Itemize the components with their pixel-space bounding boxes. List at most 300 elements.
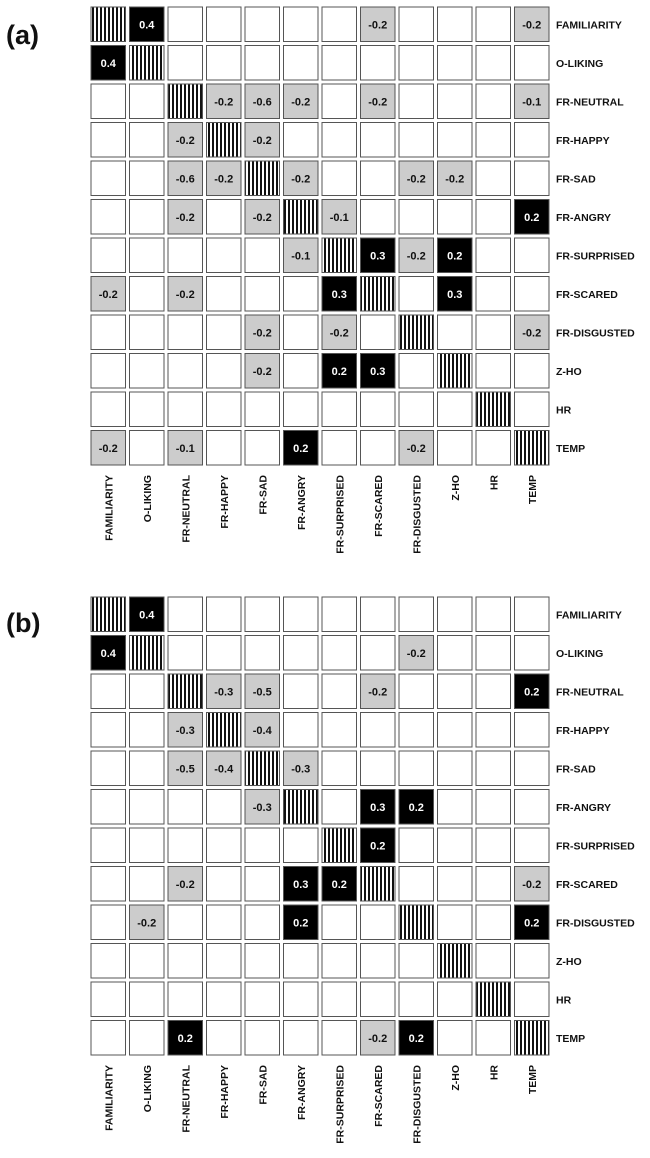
b-cell-r3-c5 bbox=[284, 713, 319, 748]
a-cell-r5-c10 bbox=[476, 200, 511, 235]
b-cell-r10-c2 bbox=[168, 982, 203, 1017]
a-cell-r2-c1 bbox=[130, 84, 165, 119]
b-cell-r9-c5 bbox=[284, 944, 319, 979]
b-cell-r0-c9 bbox=[438, 597, 473, 632]
a-cell-label-r3-c2: -0.2 bbox=[175, 134, 195, 147]
b-cell-r10-c9 bbox=[438, 982, 473, 1017]
b-cell-r5-c6 bbox=[322, 790, 357, 825]
b-row-label-3: FR-HAPPY bbox=[556, 724, 610, 737]
b-cell-r4-c1 bbox=[130, 751, 165, 786]
a-cell-r2-c9 bbox=[438, 84, 473, 119]
b-cell-r2-c10 bbox=[476, 674, 511, 709]
b-cell-label-r7-c11: -0.2 bbox=[522, 878, 542, 891]
a-col-label-6: FR-SURPRISED bbox=[334, 475, 347, 554]
b-cell-r9-c7 bbox=[361, 944, 396, 979]
b-cell-label-r7-c5: 0.3 bbox=[293, 878, 309, 891]
a-cell-r4-c0 bbox=[91, 161, 126, 196]
b-cell-r10-c5 bbox=[284, 982, 319, 1017]
a-cell-r3-c1 bbox=[130, 123, 165, 158]
b-cell-r10-c10 bbox=[476, 982, 511, 1017]
b-cell-r8-c8 bbox=[399, 905, 434, 940]
a-cell-label-r6-c7: 0.3 bbox=[370, 250, 386, 263]
a-cell-r10-c0 bbox=[91, 392, 126, 427]
a-cell-label-r8-c4: -0.2 bbox=[252, 327, 272, 340]
a-cell-label-r7-c6: 0.3 bbox=[331, 288, 347, 301]
a-cell-r1-c6 bbox=[322, 46, 357, 81]
b-cell-r9-c11 bbox=[515, 944, 550, 979]
a-cell-r3-c9 bbox=[438, 123, 473, 158]
b-cell-r3-c8 bbox=[399, 713, 434, 748]
a-cell-r7-c3 bbox=[207, 277, 242, 312]
a-cell-r0-c8 bbox=[399, 7, 434, 42]
a-cell-r9-c3 bbox=[207, 354, 242, 389]
b-cell-label-r7-c2: -0.2 bbox=[175, 878, 195, 891]
b-col-label-6: FR-SURPRISED bbox=[334, 1065, 347, 1144]
a-cell-label-r5-c6: -0.1 bbox=[329, 211, 349, 224]
b-col-label-8: FR-DISGUSTED bbox=[411, 1065, 424, 1144]
a-cell-r6-c1 bbox=[130, 238, 165, 273]
a-cell-label-r8-c6: -0.2 bbox=[329, 327, 349, 340]
panel-a bbox=[0, 0, 650, 570]
b-cell-r11-c11 bbox=[515, 1021, 550, 1056]
a-cell-r6-c10 bbox=[476, 238, 511, 273]
a-cell-label-r2-c11: -0.1 bbox=[522, 96, 542, 109]
b-cell-r0-c11 bbox=[515, 597, 550, 632]
a-cell-label-r6-c9: 0.2 bbox=[447, 250, 463, 263]
a-cell-r11-c6 bbox=[322, 431, 357, 466]
b-cell-r1-c7 bbox=[361, 636, 396, 671]
b-cell-label-r2-c7: -0.2 bbox=[368, 686, 388, 699]
b-cell-label-r7-c6: 0.2 bbox=[331, 878, 347, 891]
a-cell-r11-c9 bbox=[438, 431, 473, 466]
b-cell-r11-c9 bbox=[438, 1021, 473, 1056]
a-cell-r0-c5 bbox=[284, 7, 319, 42]
a-cell-r5-c1 bbox=[130, 200, 165, 235]
a-cell-label-r7-c2: -0.2 bbox=[175, 288, 195, 301]
a-cell-r6-c3 bbox=[207, 238, 242, 273]
a-cell-r4-c4 bbox=[245, 161, 280, 196]
b-cell-r9-c4 bbox=[245, 944, 280, 979]
a-cell-r1-c1 bbox=[130, 46, 165, 81]
b-cell-r1-c2 bbox=[168, 636, 203, 671]
a-cell-r1-c10 bbox=[476, 46, 511, 81]
a-cell-r4-c10 bbox=[476, 161, 511, 196]
a-cell-r9-c1 bbox=[130, 354, 165, 389]
a-cell-r0-c3 bbox=[207, 7, 242, 42]
b-cell-r7-c4 bbox=[245, 867, 280, 902]
b-row-label-1: O-LIKING bbox=[556, 647, 604, 660]
a-cell-r0-c4 bbox=[245, 7, 280, 42]
b-cell-r9-c0 bbox=[91, 944, 126, 979]
b-cell-r2-c1 bbox=[130, 674, 165, 709]
b-row-label-10: HR bbox=[556, 994, 572, 1007]
a-cell-label-r0-c11: -0.2 bbox=[522, 19, 542, 32]
a-cell-label-r7-c0: -0.2 bbox=[98, 288, 118, 301]
b-cell-r4-c0 bbox=[91, 751, 126, 786]
b-cell-label-r1-c8: -0.2 bbox=[406, 647, 426, 660]
b-row-label-8: FR-DISGUSTED bbox=[556, 917, 635, 930]
b-cell-label-r1-c0: 0.4 bbox=[100, 647, 116, 660]
a-cell-r3-c5 bbox=[284, 123, 319, 158]
a-cell-label-r4-c9: -0.2 bbox=[445, 173, 465, 186]
b-col-label-2: FR-NEUTRAL bbox=[180, 1065, 193, 1133]
b-cell-r4-c8 bbox=[399, 751, 434, 786]
b-cell-r7-c1 bbox=[130, 867, 165, 902]
b-row-label-9: Z-HO bbox=[556, 955, 582, 968]
b-cell-r4-c6 bbox=[322, 751, 357, 786]
b-cell-r3-c6 bbox=[322, 713, 357, 748]
panel-a-label: (a) bbox=[6, 20, 39, 50]
a-cell-r10-c9 bbox=[438, 392, 473, 427]
b-cell-label-r0-c1: 0.4 bbox=[139, 609, 155, 622]
a-col-label-3: FR-HAPPY bbox=[218, 475, 231, 529]
b-cell-r0-c6 bbox=[322, 597, 357, 632]
a-col-label-7: FR-SCARED bbox=[372, 475, 385, 537]
a-cell-r9-c5 bbox=[284, 354, 319, 389]
a-col-label-2: FR-NEUTRAL bbox=[180, 475, 193, 543]
a-cell-label-r0-c7: -0.2 bbox=[368, 19, 388, 32]
b-cell-r8-c0 bbox=[91, 905, 126, 940]
b-cell-r9-c6 bbox=[322, 944, 357, 979]
a-cell-r9-c0 bbox=[91, 354, 126, 389]
b-cell-r0-c2 bbox=[168, 597, 203, 632]
b-cell-r2-c8 bbox=[399, 674, 434, 709]
b-cell-r10-c8 bbox=[399, 982, 434, 1017]
b-cell-r3-c0 bbox=[91, 713, 126, 748]
b-cell-label-r3-c4: -0.4 bbox=[252, 724, 272, 737]
b-col-label-0: FAMILIARITY bbox=[103, 1065, 116, 1131]
b-cell-r1-c9 bbox=[438, 636, 473, 671]
b-cell-r1-c1 bbox=[130, 636, 165, 671]
b-cell-r6-c0 bbox=[91, 828, 126, 863]
b-cell-label-r8-c1: -0.2 bbox=[137, 917, 157, 930]
b-col-label-10: HR bbox=[488, 1065, 501, 1081]
a-cell-r10-c1 bbox=[130, 392, 165, 427]
a-cell-r5-c7 bbox=[361, 200, 396, 235]
a-cell-r6-c4 bbox=[245, 238, 280, 273]
b-cell-label-r5-c4: -0.3 bbox=[252, 801, 272, 814]
b-cell-r0-c5 bbox=[284, 597, 319, 632]
b-cell-r5-c9 bbox=[438, 790, 473, 825]
a-cell-r3-c0 bbox=[91, 123, 126, 158]
a-cell-label-r9-c4: -0.2 bbox=[252, 365, 272, 378]
a-cell-r10-c7 bbox=[361, 392, 396, 427]
a-cell-r5-c3 bbox=[207, 200, 242, 235]
b-cell-r7-c9 bbox=[438, 867, 473, 902]
b-cell-r10-c1 bbox=[130, 982, 165, 1017]
b-cell-label-r2-c11: 0.2 bbox=[524, 686, 540, 699]
b-cell-r8-c4 bbox=[245, 905, 280, 940]
b-row-label-2: FR-NEUTRAL bbox=[556, 686, 624, 699]
a-cell-r7-c1 bbox=[130, 277, 165, 312]
b-col-label-4: FR-SAD bbox=[257, 1065, 270, 1105]
a-cell-r4-c11 bbox=[515, 161, 550, 196]
b-cell-label-r11-c8: 0.2 bbox=[408, 1032, 424, 1045]
a-cell-r11-c7 bbox=[361, 431, 396, 466]
a-cell-r11-c11 bbox=[515, 431, 550, 466]
a-cell-r10-c11 bbox=[515, 392, 550, 427]
a-cell-r0-c6 bbox=[322, 7, 357, 42]
a-cell-r8-c10 bbox=[476, 315, 511, 350]
b-cell-r1-c10 bbox=[476, 636, 511, 671]
a-cell-label-r4-c2: -0.6 bbox=[175, 173, 195, 186]
a-cell-r3-c7 bbox=[361, 123, 396, 158]
a-cell-r8-c0 bbox=[91, 315, 126, 350]
panel-b bbox=[0, 590, 650, 1158]
a-cell-r7-c8 bbox=[399, 277, 434, 312]
a-cell-label-r6-c5: -0.1 bbox=[291, 250, 311, 263]
b-cell-r2-c2 bbox=[168, 674, 203, 709]
b-cell-r6-c9 bbox=[438, 828, 473, 863]
b-cell-r7-c3 bbox=[207, 867, 242, 902]
heatmap-b bbox=[0, 590, 650, 1158]
a-cell-r0-c9 bbox=[438, 7, 473, 42]
b-col-label-1: O-LIKING bbox=[141, 1065, 154, 1113]
a-cell-r5-c0 bbox=[91, 200, 126, 235]
b-cell-r4-c11 bbox=[515, 751, 550, 786]
a-cell-r10-c2 bbox=[168, 392, 203, 427]
b-cell-label-r2-c3: -0.3 bbox=[214, 686, 234, 699]
b-cell-r6-c8 bbox=[399, 828, 434, 863]
a-row-label-11: TEMP bbox=[556, 442, 586, 455]
a-cell-r10-c5 bbox=[284, 392, 319, 427]
a-cell-label-r2-c3: -0.2 bbox=[214, 96, 234, 109]
a-cell-r7-c7 bbox=[361, 277, 396, 312]
a-cell-r1-c7 bbox=[361, 46, 396, 81]
a-cell-label-r9-c7: 0.3 bbox=[370, 365, 386, 378]
a-cell-label-r4-c8: -0.2 bbox=[406, 173, 426, 186]
b-cell-r4-c4 bbox=[245, 751, 280, 786]
b-cell-r6-c5 bbox=[284, 828, 319, 863]
b-cell-label-r4-c5: -0.3 bbox=[291, 763, 311, 776]
b-cell-label-r11-c7: -0.2 bbox=[368, 1032, 388, 1045]
b-cell-r6-c3 bbox=[207, 828, 242, 863]
heatmap-a bbox=[0, 0, 650, 570]
a-cell-r7-c10 bbox=[476, 277, 511, 312]
a-cell-r2-c0 bbox=[91, 84, 126, 119]
b-row-label-7: FR-SCARED bbox=[556, 878, 618, 891]
b-cell-label-r6-c7: 0.2 bbox=[370, 840, 386, 853]
b-cell-r5-c3 bbox=[207, 790, 242, 825]
b-cell-r3-c11 bbox=[515, 713, 550, 748]
b-cell-r9-c1 bbox=[130, 944, 165, 979]
b-cell-r3-c3 bbox=[207, 713, 242, 748]
a-cell-r1-c4 bbox=[245, 46, 280, 81]
a-cell-r11-c1 bbox=[130, 431, 165, 466]
a-cell-label-r0-c1: 0.4 bbox=[139, 19, 155, 32]
b-cell-r0-c10 bbox=[476, 597, 511, 632]
a-row-label-7: FR-SCARED bbox=[556, 288, 618, 301]
a-cell-r0-c0 bbox=[91, 7, 126, 42]
b-cell-r0-c8 bbox=[399, 597, 434, 632]
b-col-label-11: TEMP bbox=[526, 1065, 539, 1095]
b-cell-r11-c1 bbox=[130, 1021, 165, 1056]
b-cell-r1-c6 bbox=[322, 636, 357, 671]
b-cell-label-r4-c3: -0.4 bbox=[214, 763, 234, 776]
a-row-label-9: Z-HO bbox=[556, 365, 582, 378]
b-cell-r5-c11 bbox=[515, 790, 550, 825]
a-cell-label-r3-c4: -0.2 bbox=[252, 134, 272, 147]
b-cell-r9-c10 bbox=[476, 944, 511, 979]
a-cell-label-r2-c7: -0.2 bbox=[368, 96, 388, 109]
a-cell-r2-c2 bbox=[168, 84, 203, 119]
b-cell-r10-c0 bbox=[91, 982, 126, 1017]
a-cell-label-r8-c11: -0.2 bbox=[522, 327, 542, 340]
a-cell-r3-c11 bbox=[515, 123, 550, 158]
b-cell-r5-c1 bbox=[130, 790, 165, 825]
b-cell-r7-c10 bbox=[476, 867, 511, 902]
a-cell-label-r6-c8: -0.2 bbox=[406, 250, 426, 263]
b-cell-label-r4-c2: -0.5 bbox=[175, 763, 195, 776]
a-col-label-11: TEMP bbox=[526, 475, 539, 505]
a-row-label-10: HR bbox=[556, 404, 572, 417]
a-col-label-8: FR-DISGUSTED bbox=[411, 475, 424, 554]
b-cell-r5-c2 bbox=[168, 790, 203, 825]
a-cell-r4-c7 bbox=[361, 161, 396, 196]
b-cell-r0-c7 bbox=[361, 597, 396, 632]
a-cell-r6-c2 bbox=[168, 238, 203, 273]
a-cell-r1-c8 bbox=[399, 46, 434, 81]
a-col-label-10: HR bbox=[488, 475, 501, 491]
b-cell-label-r8-c11: 0.2 bbox=[524, 917, 540, 930]
b-cell-r8-c9 bbox=[438, 905, 473, 940]
a-cell-r10-c8 bbox=[399, 392, 434, 427]
a-row-label-1: O-LIKING bbox=[556, 57, 604, 70]
b-cell-r2-c5 bbox=[284, 674, 319, 709]
a-cell-r1-c5 bbox=[284, 46, 319, 81]
a-col-label-0: FAMILIARITY bbox=[103, 475, 116, 541]
a-col-label-5: FR-ANGRY bbox=[295, 475, 308, 531]
b-cell-r5-c0 bbox=[91, 790, 126, 825]
a-cell-r7-c11 bbox=[515, 277, 550, 312]
b-cell-r9-c3 bbox=[207, 944, 242, 979]
b-row-label-0: FAMILIARITY bbox=[556, 609, 622, 622]
a-cell-label-r4-c3: -0.2 bbox=[214, 173, 234, 186]
b-row-label-5: FR-ANGRY bbox=[556, 801, 612, 814]
a-cell-r2-c6 bbox=[322, 84, 357, 119]
b-cell-r4-c10 bbox=[476, 751, 511, 786]
a-cell-r11-c4 bbox=[245, 431, 280, 466]
b-cell-r10-c11 bbox=[515, 982, 550, 1017]
a-cell-r9-c8 bbox=[399, 354, 434, 389]
b-cell-r7-c7 bbox=[361, 867, 396, 902]
a-cell-label-r11-c8: -0.2 bbox=[406, 442, 426, 455]
b-cell-r0-c0 bbox=[91, 597, 126, 632]
a-cell-r9-c2 bbox=[168, 354, 203, 389]
b-cell-label-r2-c4: -0.5 bbox=[252, 686, 272, 699]
b-cell-r9-c2 bbox=[168, 944, 203, 979]
b-cell-r4-c7 bbox=[361, 751, 396, 786]
b-cell-r8-c6 bbox=[322, 905, 357, 940]
b-cell-r2-c9 bbox=[438, 674, 473, 709]
a-cell-r5-c8 bbox=[399, 200, 434, 235]
a-cell-r1-c9 bbox=[438, 46, 473, 81]
a-cell-r8-c1 bbox=[130, 315, 165, 350]
a-cell-r10-c6 bbox=[322, 392, 357, 427]
b-cell-r11-c6 bbox=[322, 1021, 357, 1056]
a-row-label-2: FR-NEUTRAL bbox=[556, 96, 624, 109]
b-col-label-7: FR-SCARED bbox=[372, 1065, 385, 1127]
b-cell-r11-c10 bbox=[476, 1021, 511, 1056]
a-cell-label-r5-c2: -0.2 bbox=[175, 211, 195, 224]
a-cell-label-r2-c5: -0.2 bbox=[291, 96, 311, 109]
a-cell-r9-c9 bbox=[438, 354, 473, 389]
b-cell-r3-c9 bbox=[438, 713, 473, 748]
b-cell-r6-c2 bbox=[168, 828, 203, 863]
b-row-label-4: FR-SAD bbox=[556, 763, 596, 776]
a-cell-r7-c5 bbox=[284, 277, 319, 312]
b-cell-r1-c5 bbox=[284, 636, 319, 671]
b-cell-r1-c11 bbox=[515, 636, 550, 671]
b-cell-r1-c4 bbox=[245, 636, 280, 671]
a-cell-r3-c6 bbox=[322, 123, 357, 158]
b-cell-r6-c1 bbox=[130, 828, 165, 863]
a-row-label-0: FAMILIARITY bbox=[556, 19, 622, 32]
a-cell-label-r11-c5: 0.2 bbox=[293, 442, 309, 455]
b-cell-label-r5-c8: 0.2 bbox=[408, 801, 424, 814]
b-cell-r6-c4 bbox=[245, 828, 280, 863]
b-cell-r9-c9 bbox=[438, 944, 473, 979]
b-cell-r6-c10 bbox=[476, 828, 511, 863]
b-col-label-3: FR-HAPPY bbox=[218, 1065, 231, 1119]
a-cell-label-r2-c4: -0.6 bbox=[252, 96, 272, 109]
b-cell-r9-c8 bbox=[399, 944, 434, 979]
a-row-label-4: FR-SAD bbox=[556, 173, 596, 186]
a-cell-r7-c4 bbox=[245, 277, 280, 312]
a-cell-r1-c2 bbox=[168, 46, 203, 81]
b-col-label-5: FR-ANGRY bbox=[295, 1065, 308, 1121]
a-cell-r5-c9 bbox=[438, 200, 473, 235]
b-cell-r11-c4 bbox=[245, 1021, 280, 1056]
b-cell-r11-c0 bbox=[91, 1021, 126, 1056]
a-row-label-5: FR-ANGRY bbox=[556, 211, 612, 224]
a-cell-label-r7-c9: 0.3 bbox=[447, 288, 463, 301]
a-cell-r4-c1 bbox=[130, 161, 165, 196]
panel-b-label: (b) bbox=[6, 608, 41, 638]
a-cell-r6-c0 bbox=[91, 238, 126, 273]
a-cell-r5-c5 bbox=[284, 200, 319, 235]
b-cell-r2-c6 bbox=[322, 674, 357, 709]
a-cell-r8-c2 bbox=[168, 315, 203, 350]
a-cell-label-r5-c11: 0.2 bbox=[524, 211, 540, 224]
a-col-label-1: O-LIKING bbox=[141, 475, 154, 523]
a-cell-r8-c8 bbox=[399, 315, 434, 350]
b-cell-r8-c2 bbox=[168, 905, 203, 940]
a-cell-r11-c10 bbox=[476, 431, 511, 466]
b-cell-r5-c10 bbox=[476, 790, 511, 825]
b-cell-r3-c7 bbox=[361, 713, 396, 748]
a-cell-label-r5-c4: -0.2 bbox=[252, 211, 272, 224]
b-cell-r10-c4 bbox=[245, 982, 280, 1017]
b-cell-r8-c3 bbox=[207, 905, 242, 940]
b-cell-label-r8-c5: 0.2 bbox=[293, 917, 309, 930]
a-cell-r9-c10 bbox=[476, 354, 511, 389]
b-cell-r7-c8 bbox=[399, 867, 434, 902]
b-cell-r11-c5 bbox=[284, 1021, 319, 1056]
a-col-label-9: Z-HO bbox=[449, 475, 462, 501]
b-cell-r10-c6 bbox=[322, 982, 357, 1017]
a-cell-r9-c11 bbox=[515, 354, 550, 389]
b-cell-r6-c11 bbox=[515, 828, 550, 863]
a-cell-r6-c11 bbox=[515, 238, 550, 273]
a-cell-r1-c11 bbox=[515, 46, 550, 81]
b-cell-r7-c0 bbox=[91, 867, 126, 902]
a-cell-r10-c4 bbox=[245, 392, 280, 427]
a-cell-r2-c8 bbox=[399, 84, 434, 119]
a-cell-r2-c10 bbox=[476, 84, 511, 119]
a-row-label-6: FR-SURPRISED bbox=[556, 250, 635, 263]
b-cell-r2-c0 bbox=[91, 674, 126, 709]
